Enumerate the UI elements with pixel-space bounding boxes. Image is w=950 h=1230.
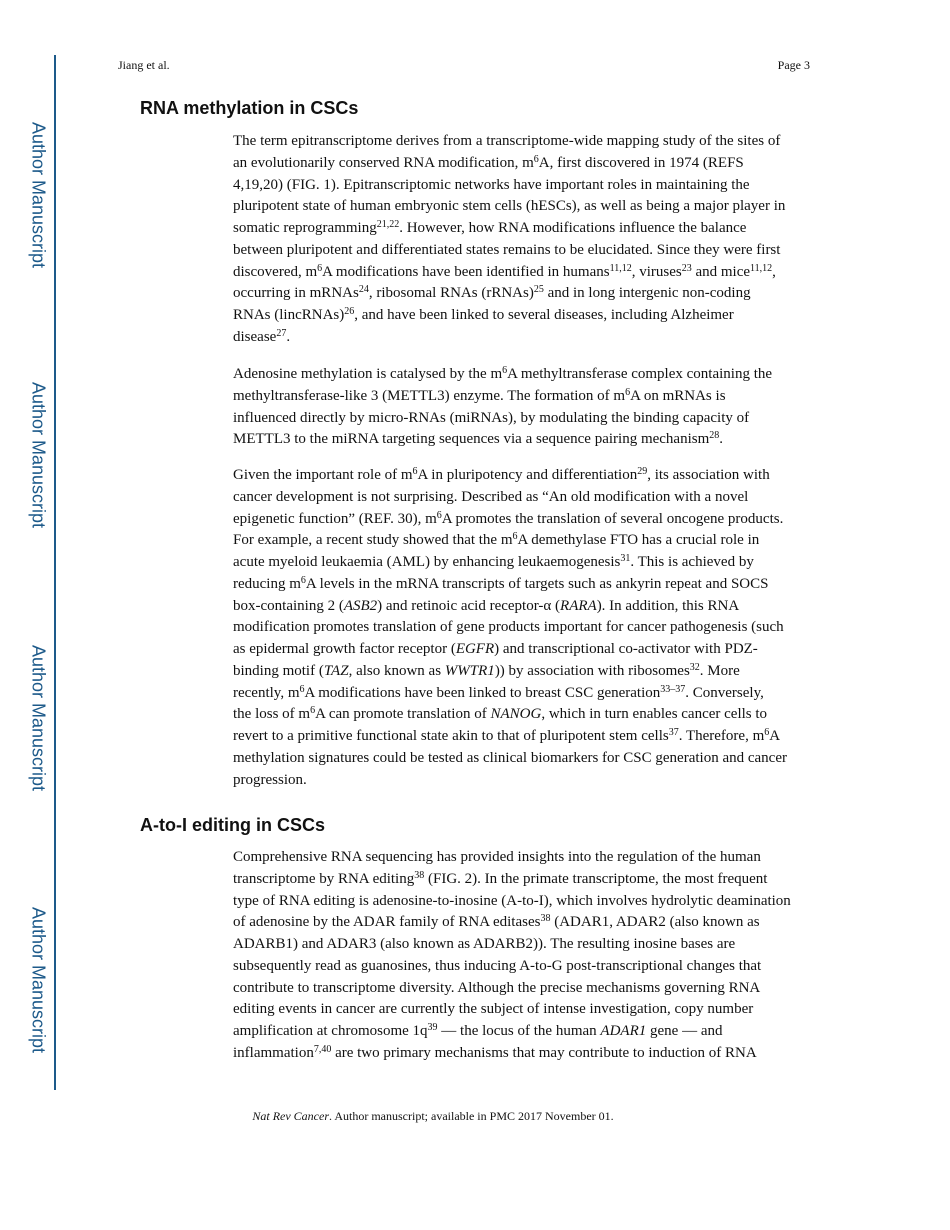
citation-superscript: 37: [668, 727, 679, 738]
text-line: occurring in mRNAs$^{24}$, ribosomal RNAs (rRNAs)$^{25}$ and in long intergenic non-coding: [233, 284, 751, 302]
citation-superscript: 6: [412, 466, 418, 477]
sidebar-text: Author Manuscript: [28, 381, 49, 529]
sidebar-text: Author Manuscript: [28, 121, 49, 269]
citation-superscript: 24: [358, 284, 369, 296]
text-line: Adenosine methylation is catalysed by the $m^6A$ methyltransferase complex containing the: [233, 365, 773, 382]
paragraph: [233, 465, 787, 791]
citation-superscript: 23: [681, 262, 692, 274]
citation-superscript: 11,12: [609, 262, 632, 274]
text-line: reducing $m^6A$ levels in the mRNA transcripts of targets such as ankyrin repeat and SOCS: [233, 574, 769, 592]
text-line: pluripotent state of human embryonic stem cells (hESCs), as well as being a major player in: [233, 198, 786, 215]
citation-superscript: 6: [300, 574, 306, 586]
citation-superscript: 6: [764, 727, 770, 738]
citation-superscript: 6: [299, 683, 305, 695]
citation-superscript: 38: [414, 869, 425, 881]
text-line: RNAs (lincRNAs)$^{26}$, and have been linked to several diseases, including Alzheimer: [233, 306, 734, 323]
citation-superscript: 27: [276, 327, 287, 339]
paragraph: [233, 131, 785, 349]
text-line: epigenetic function” (REF. 30), $m^6A$ promotes the translation of several oncogene products.: [233, 509, 784, 527]
paragraph: [233, 364, 772, 451]
citation-superscript: 39: [427, 1022, 438, 1033]
text-line: subsequently read as guanosines, thus inducing A-to-G post-transcriptional changes that: [233, 957, 762, 974]
gene-name: RARA: [560, 597, 597, 614]
margin-rule: [54, 55, 56, 1090]
text-line: binding motif (TAZ, also known as WWTR1)) by association with ribosomes$^{32}$. More: [233, 661, 740, 679]
citation-superscript: 6: [317, 262, 323, 274]
citation-superscript: 6: [310, 705, 316, 717]
citation-superscript: 32: [689, 661, 700, 673]
text-line: 4,19,20) (FIG. 1). Epitranscriptomic networks have important roles in maintaining the: [233, 176, 750, 193]
text-line: discovered, $m^6A$ modifications have been identified in humans$^{11,12}$, viruses$^{23}$ and mice$^{11,12}$,: [233, 262, 776, 280]
text-line: recently, $m^6A$ modifications have been linked to breast CSC generation$^{33-37}$. Conversely,: [233, 683, 764, 701]
text-line: acute myeloid leukaemia (AML) by enhancing leukaemogenesis$^{31}$. This is achieved by: [233, 553, 754, 570]
text-line: box-containing 2 (ASB2) and retinoic acid receptor-α (RARA). In addition, this RNA: [233, 597, 740, 614]
text-line: progression.: [233, 771, 307, 788]
text-line: an evolutionarily conserved RNA modification, $m^6A$, first discovered in 1974 (REFS: [233, 153, 744, 171]
section-heading: A-to-I editing in CSCs: [140, 815, 325, 835]
gene-name: ASB2: [343, 597, 378, 614]
text-line: disease$^{27}$.: [233, 327, 291, 345]
text-line: METTL3 to the miRNA targeting sequences via a sequence pairing mechanism$^{28}$.: [233, 430, 724, 448]
page-number: Page 3: [777, 58, 810, 72]
citation-superscript: 21,22: [376, 219, 400, 230]
citation-superscript: 33–37: [660, 683, 686, 695]
text-line: cancer development is not surprising. Described as “An old modification with a novel: [233, 488, 749, 505]
text-line: revert to a primitive functional state akin to that of pluripotent stem cells$^{37}$. Therefore, $m^6A$: [233, 727, 781, 744]
gene-name: NANOG: [490, 706, 542, 723]
citation-superscript: 6: [436, 509, 442, 521]
section-heading: RNA methylation in CSCs: [140, 98, 359, 118]
gene-name: EGFR: [455, 641, 495, 657]
footer: [0, 1109, 866, 1124]
text-line: as epidermal growth factor receptor (EGFR) and transcriptional co-activator with PDZ-: [233, 641, 758, 657]
citation-superscript: 26: [344, 306, 355, 317]
paragraph: [233, 847, 791, 1065]
gene-name: WWTR1: [444, 662, 495, 679]
gene-name: ADAR1: [600, 1023, 647, 1039]
citation-superscript: 25: [533, 284, 544, 296]
text-line: somatic reprogramming$^{21,22}$. However, how RNA modifications influence the balance: [233, 219, 747, 236]
text-line: ADARB1) and ADAR3 (also known as ADARB2)). The resulting inosine bases are: [233, 936, 736, 952]
text-line: type of RNA editing is adenosine-to-inosine (A-to-I), which involves hydrolytic deamination: [233, 892, 791, 909]
text-line: methyltransferase-like 3 (METTL3) enzyme. The formation of $m^6A$ on mRNAs is: [233, 386, 726, 404]
citation-superscript: 29: [637, 466, 648, 477]
text-line: of adenosine by the ADAR family of RNA editases$^{38}$ (ADAR1, ADAR2 (also known as: [233, 913, 760, 931]
text-line: between pluripotent and differentiated states remains to be elucidated. Since they were first: [233, 241, 781, 258]
citation-superscript: 31: [620, 553, 631, 564]
citation-superscript: 7,40: [313, 1043, 332, 1055]
citation-superscript: 6: [502, 365, 508, 376]
text-line: Comprehensive RNA sequencing has provided insights into the regulation of the human: [233, 849, 761, 865]
text-line: transcriptome by RNA editing$^{38}$ (FIG. 2). In the primate transcriptome, the most frequent: [233, 869, 768, 887]
citation-superscript: 38: [540, 913, 551, 925]
text-line: modification promotes translation of gene products important for cancer pathogenesis (such: [233, 619, 784, 636]
text-line: the loss of $m^6A$ can promote translation of NANOG, which in turn enables cancer cells to: [233, 705, 768, 723]
running-header-author: Jiang et al.: [118, 58, 170, 72]
citation-superscript: 6: [625, 386, 631, 398]
text-line: inflammation$^{7,40}$ are two primary mechanisms that may contribute to induction of RNA: [233, 1043, 757, 1061]
sidebar-text: Author Manuscript: [28, 644, 49, 792]
text-line: contribute to transcriptome diversity. Although the precise mechanisms governing RNA: [233, 979, 761, 996]
gene-name: TAZ: [323, 662, 349, 679]
text-line: For example, a recent study showed that the $m^6A$ demethylase FTO has a crucial role in: [233, 531, 760, 549]
footer-text: . Author manuscript; available in PMC 2017 November 01.: [329, 1109, 614, 1123]
text-line: amplification at chromosome $1q^{39}$ — the locus of the human ADAR1 gene — and: [233, 1022, 723, 1039]
text-line: Given the important role of $m^6A$ in pluripotency and differentiation$^{29}$, its association with: [233, 466, 770, 483]
citation-superscript: 28: [709, 430, 720, 442]
citation-superscript: 11,12: [750, 262, 773, 274]
citation-superscript: 6: [512, 531, 518, 543]
text-line: The term epitranscriptome derives from a transcriptome-wide mapping study of the sites of: [233, 133, 781, 149]
text-line: influenced directly by micro-RNAs (miRNAs), by modulating the binding capacity of: [233, 409, 750, 426]
text-line: methylation signatures could be tested as clinical biomarkers for CSC generation and cancer: [233, 749, 787, 766]
citation-superscript: 6: [533, 153, 539, 165]
journal-name: Nat Rev Cancer: [252, 1109, 330, 1123]
text-line: editing events in cancer are currently the subject of intense investigation, copy number: [233, 1001, 754, 1018]
sidebar-text: Author Manuscript: [28, 906, 49, 1054]
